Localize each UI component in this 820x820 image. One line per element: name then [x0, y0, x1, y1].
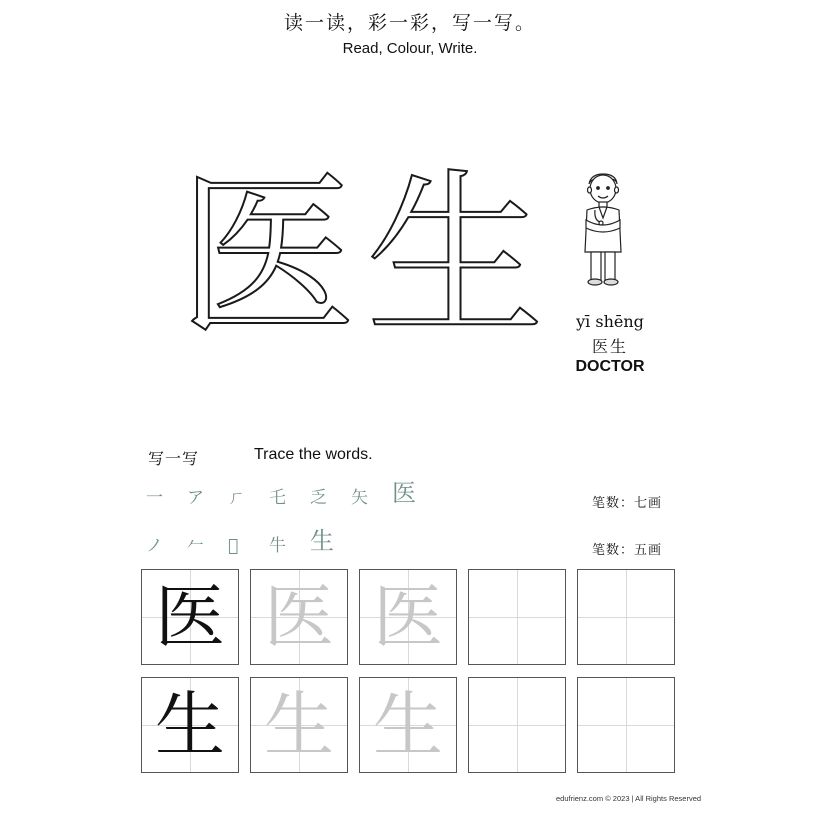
writing-box-empty[interactable] [468, 677, 566, 773]
stroke-step: ㄏ [228, 488, 245, 508]
writing-box-empty[interactable] [468, 569, 566, 665]
stroke-step: 乇 [269, 488, 286, 508]
stroke-step: 矢 [351, 488, 368, 508]
doctor-icon [574, 170, 632, 290]
stroke-count-yi: 笔数：七画 [592, 496, 663, 511]
writing-box-trace[interactable] [250, 569, 348, 665]
trace-character: 医 [264, 576, 334, 658]
writing-box-trace[interactable] [359, 677, 457, 773]
stroke-step-final: 医 [392, 479, 416, 507]
page-title-chinese: 读一读，彩一彩，写一写。 [283, 12, 536, 34]
writing-box-trace[interactable] [250, 677, 348, 773]
writing-box-empty[interactable] [577, 677, 675, 773]
writing-box-trace[interactable] [359, 569, 457, 665]
stroke-step: 𠂉 [187, 536, 204, 556]
stroke-step: 𠂋 [228, 536, 239, 556]
model-character: 医 [155, 576, 225, 658]
footer-copyright: edufrienz.com © 2023 | All Rights Reserved [556, 794, 702, 803]
writing-box-model [141, 569, 239, 665]
trace-character: 生 [264, 684, 334, 766]
big-character-sheng: 生 [366, 153, 544, 360]
stroke-step: ノ [146, 536, 163, 556]
trace-character: 生 [373, 684, 443, 766]
word-english: DOCTOR [575, 358, 645, 375]
stroke-step: 牛 [269, 536, 286, 556]
section-label-chinese: 写一写 [148, 449, 200, 468]
section-label-english: Trace the words. [254, 446, 373, 463]
stroke-count-sheng: 笔数：五画 [592, 543, 663, 558]
stroke-step-final: 生 [310, 527, 334, 555]
writing-grid-row-yi [141, 569, 675, 665]
writing-grid-row-sheng [141, 677, 675, 773]
stroke-order-row-yi [146, 474, 433, 508]
trace-character: 医 [373, 576, 443, 658]
word-chinese: 医生 [591, 337, 628, 356]
stroke-order-row-sheng [146, 522, 351, 556]
page-title-english: Read, Colour, Write. [342, 40, 478, 57]
writing-box-empty[interactable] [577, 569, 675, 665]
stroke-step: 乏 [310, 488, 327, 508]
big-character-yi: 医 [178, 153, 356, 360]
writing-box-model [141, 677, 239, 773]
model-character: 生 [155, 684, 225, 766]
stroke-step: 一 [146, 488, 163, 508]
pinyin-label: yī shēng [576, 312, 644, 331]
stroke-step: ア [187, 488, 204, 508]
